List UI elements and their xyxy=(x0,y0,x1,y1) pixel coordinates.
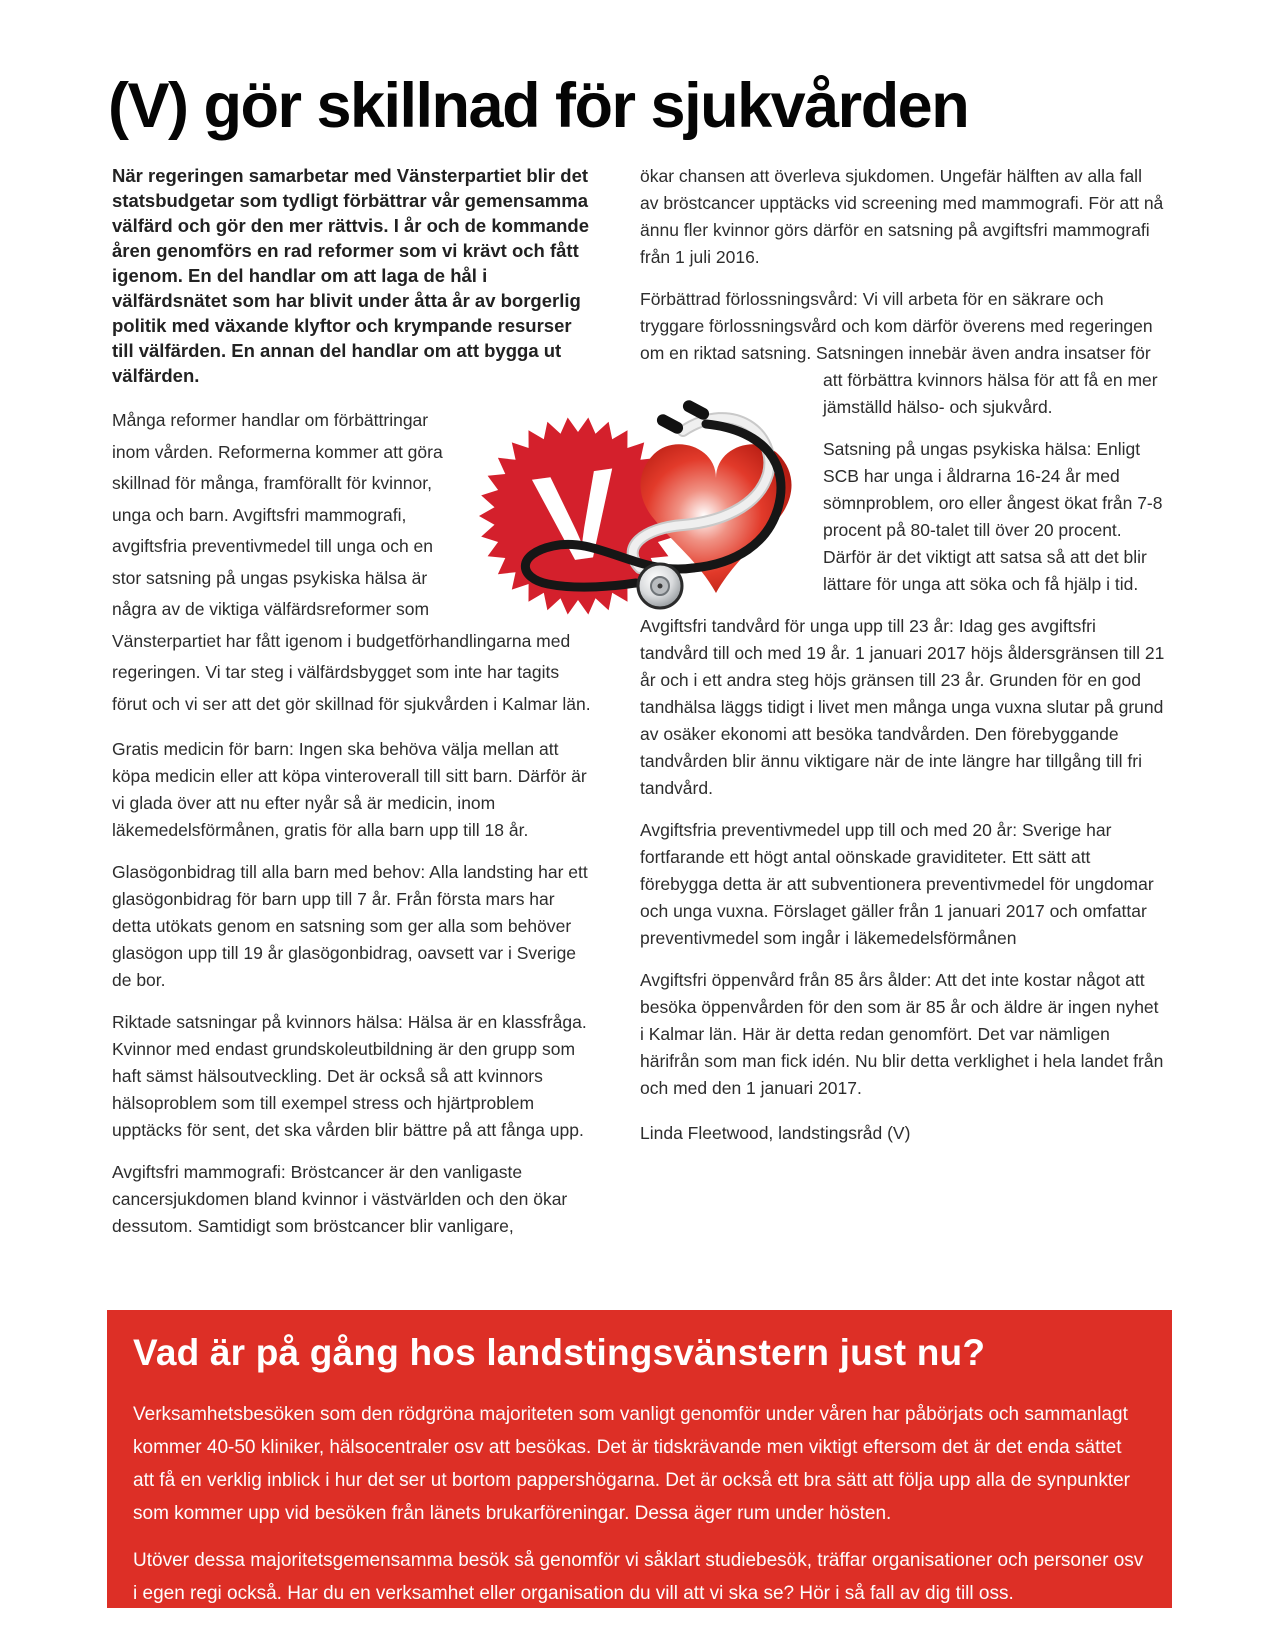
v-logo-letter: V xyxy=(527,442,629,592)
logo-heart-illustration xyxy=(478,396,793,618)
paragraph-forlossningsvard-text-a: Förbättrad förlossningsvård: Vi vill arbeta för en säkrare och tryggare förlossningsvård och kom därför överens med regeringen om en riktad satsning. Satsningen innebär även andra insatser för att förbättra kvinnors hälsa för xyxy=(640,289,1153,390)
paragraph-kvinnors-halsa: Riktade satsningar på kvinnors hälsa: Hälsa är en klassfråga. Kvinnor med endast grundskoleutbildning är den grupp som haft sämst hälsoutveckling. Det är också så att kvinnors hälsoproblem som till exempel stress och hjärtproblem upptäcks för sent, det ska vården blir bättre på att fånga upp. xyxy=(112,1012,587,1140)
stethoscope-earpiece-icon xyxy=(655,412,685,436)
paragraph-mammografi: Avgiftsfri mammografi: Bröstcancer är den vanligaste cancersjukdomen bland kvinnor i västvärlden och den ökar dessutom. Samtidigt som bröstcancer blir vanligare, xyxy=(112,1162,568,1236)
banner-paragraph-contact: Utöver dessa majoritetsgemensamma besök så genomför vi såklart studiebesök, träffar organisationer och personer osv i egen regi också. Har du en verksamhet eller organisation du vill att vi ska se? Hör i så fall av dig till oss. xyxy=(133,1550,1144,1604)
intro-paragraph: När regeringen samarbetar med Vänsterpartiet blir det statsbudgetar som tydligt förbättrar vår gemensamma välfärd och gör den mer rättvis. I år och de kommande åren genomförs en rad reformer som vi krävt och fått igenom. En del handlar om att laga de hål i välfärdsnätet som har blivit under åtta år av borgerlig politik med växande klyftor och krympande resurser till välfärden. En annan del handlar om att bygga ut välfärden. xyxy=(112,165,590,386)
byline: Linda Fleetwood, landstingsråd (V) xyxy=(640,1123,911,1143)
stethoscope-chestpiece-dot xyxy=(658,584,663,589)
paragraph-mammografi-cont: ökar chansen att överleva sjukdomen. Ungefär hälften av alla fall av bröstcancer upptäcks vid screening med mammografi. För att nå ännu fler kvinnor görs därför en satsning på avgiftsfri mammografi från 1 juli 2016. xyxy=(640,166,1164,267)
page-title: (V) gör skillnad för sjukvården xyxy=(108,71,969,141)
paragraph-oppenvard: Avgiftsfri öppenvård från 85 års ålder: Att det inte kostar något att besöka öppenvården för den som är 85 år och äldre är ingen nyhet i Kalmar län. Här är detta redan genomfört. Det var nämligen härifrån som man fick idén. Nu blir detta verklighet i hela landet från och med den 1 januari 2017. xyxy=(640,970,1164,1098)
heart-stethoscope-image xyxy=(478,396,793,618)
right-column xyxy=(640,163,1165,1255)
banner-section xyxy=(107,1310,1172,1608)
banner-heading: Vad är på gång hos landstingsvänstern just nu? xyxy=(133,1332,986,1373)
paragraph-reforms-text: Många reformer handlar om förbättringar inom vården. Reformerna kommer att göra skillnad för många, framförallt för kvinnor, unga och barn. Avgiftsfri mammografi, avgiftsfria preventivmedel till unga och en stor satsning på ungas psykiska hälsa är några av de viktiga välfärdsreformer som Vänsterpartiet har fått igenom i budgetförhandlingarna med regeringen. Vi tar steg i välfärdsbygget som inte har tagits förut och vi ser att det gör skillnad för sjukvården i Kalmar län. xyxy=(112,410,591,714)
paragraph-psykisk-halsa: Satsning på ungas psykiska hälsa: Enligt SCB har unga i åldrarna 16-24 år med sömnproblem, oro eller ångest ökat från 7-8 procent på 80-talet till över 20 procent. Därför är det viktigt att satsa så att det blir lättare för unga att söka och få hjälp i tid. xyxy=(823,439,1163,594)
paragraph-tandvard: Avgiftsfri tandvård för unga upp till 23 år: Idag ges avgiftsfri tandvård till och med 19 år. 1 januari 2017 höjs åldersgränsen till 21 år och i ett andra steg höjs gränsen till 23 år. Grunden för en god tandhälsa läggs tidigt i livet men många unga vuxna slutar på grund av osäker ekonomi att besöka tandvården. Den förebyggande tandvården blir ännu viktigare när de inte längre har tillgång till fri tandvård. xyxy=(640,616,1165,798)
paragraph-gratis-medicin: Gratis medicin för barn: Ingen ska behöva välja mellan att köpa medicin eller att köpa vinteroverall till sitt barn. Därför är vi glada över att nu efter nyår så är medicin, inom läkemedelsförmånen, gratis för alla barn upp till 18 år. xyxy=(112,739,587,840)
article-columns xyxy=(112,163,1165,1255)
left-column xyxy=(112,163,592,1255)
paragraph-forlossningsvard-text-b: att få en mer jämställd hälso- och sjukvård. xyxy=(823,370,1158,417)
paragraph-glasogonbidrag: Glasögonbidrag till alla barn med behov: Alla landsting har ett glasögonbidrag för barn upp till 7 år. Från första mars har detta utökats genom en satsning som ger alla som behöver glasögon upp till 19 år glasögonbidrag, oavsett var i Sverige de bor. xyxy=(112,862,588,990)
paragraph-preventivmedel: Avgiftsfria preventivmedel upp till och med 20 år: Sverige har fortfarande ett högt antal oönskade graviditeter. Ett sätt att förebygga detta är att subventionera preventivmedel för ungdomar och unga vuxna. Förslaget gäller från 1 januari 2017 och omfattar preventivmedel som ingår i läkemedelsförmånen xyxy=(640,820,1154,948)
banner-paragraph-visits: Verksamhetsbesöken som den rödgröna majoriteten som vanligt genomför under våren har påbörjats och sammanlagt kommer 40-50 kliniker, hälsocentraler osv att besökas. Det är tidskrävande men viktigt eftersom det är det enda sättet att få en verklig inblick i hur det ser ut bortom pappershögarna. Det är också ett bra sätt att följa upp alla de synpunkter som kommer upp vid besöken från länets brukarföreningar. Dessa äger rum under hösten. xyxy=(133,1404,1130,1524)
